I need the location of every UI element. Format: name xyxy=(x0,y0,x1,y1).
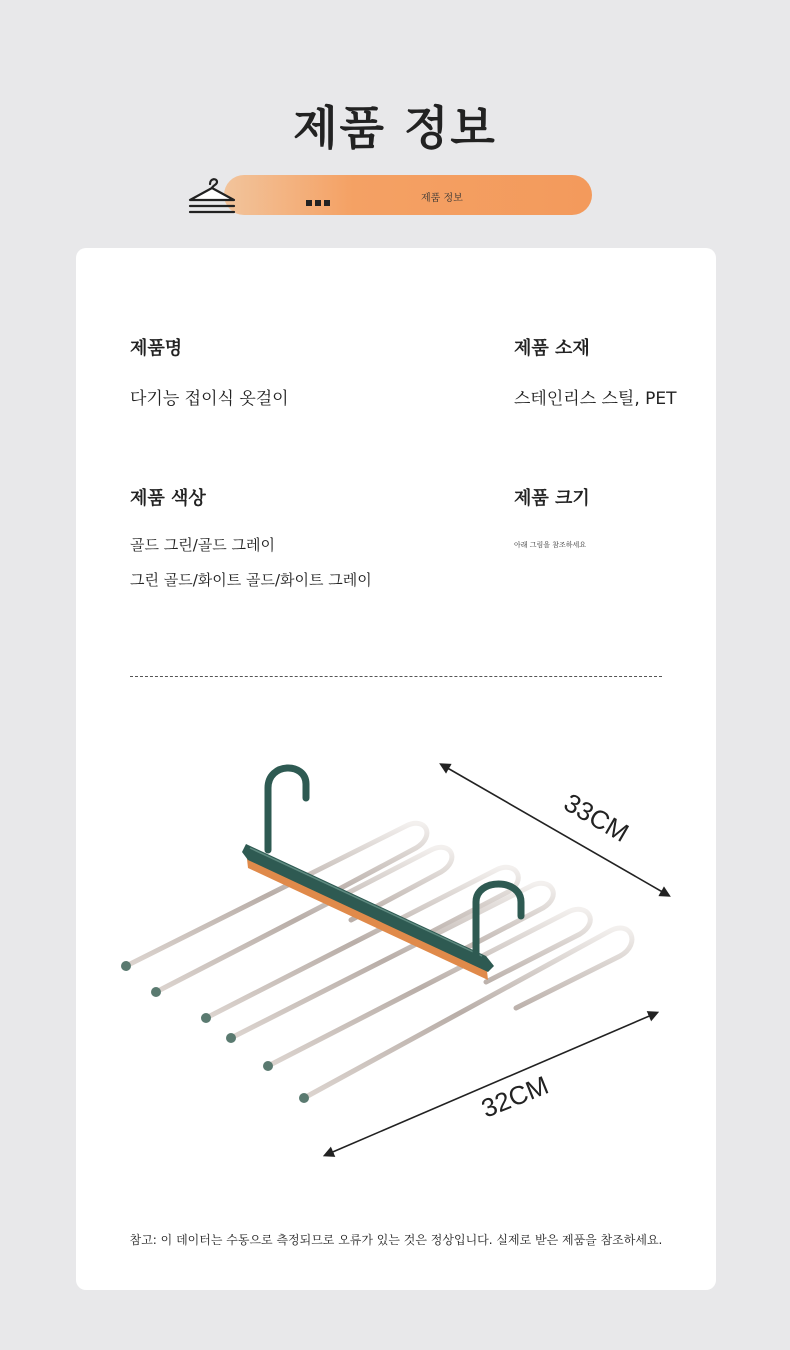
section-ribbon xyxy=(184,172,594,220)
ribbon-label: 제품 정보 xyxy=(421,193,463,204)
material-label: 제품 소재 xyxy=(514,338,590,359)
width-dimension-label: 32CM xyxy=(477,1069,553,1124)
ribbon-bar xyxy=(224,175,592,215)
color-label: 제품 색상 xyxy=(130,488,206,509)
size-label: 제품 크기 xyxy=(514,488,590,509)
dots-icon xyxy=(306,191,333,210)
hanger-icon xyxy=(184,172,240,220)
measurement-note: 참고: 이 데이터는 수동으로 측정되므로 오류가 있는 것은 정상입니다. 실제로 받은 제품을 참조하세요. xyxy=(129,1233,663,1247)
size-value: 아래 그림을 참조하세요 xyxy=(514,541,587,549)
product-name-label: 제품명 xyxy=(130,338,183,359)
page-title: 제품 정보 xyxy=(293,101,497,155)
dashed-divider xyxy=(130,676,662,677)
hanger-bar xyxy=(242,844,494,980)
hanger-dimension-diagram xyxy=(76,718,716,1178)
product-info-card xyxy=(76,248,716,1290)
length-dimension-label: 33CM xyxy=(559,787,635,848)
color-value-1: 골드 그린/골드 그레이 xyxy=(130,536,276,554)
product-name-value: 다기능 접이식 옷걸이 xyxy=(130,389,289,409)
material-value: 스테인리스 스틸, PET xyxy=(514,389,677,409)
color-value-2: 그린 골드/화이트 골드/화이트 그레이 xyxy=(130,571,372,589)
